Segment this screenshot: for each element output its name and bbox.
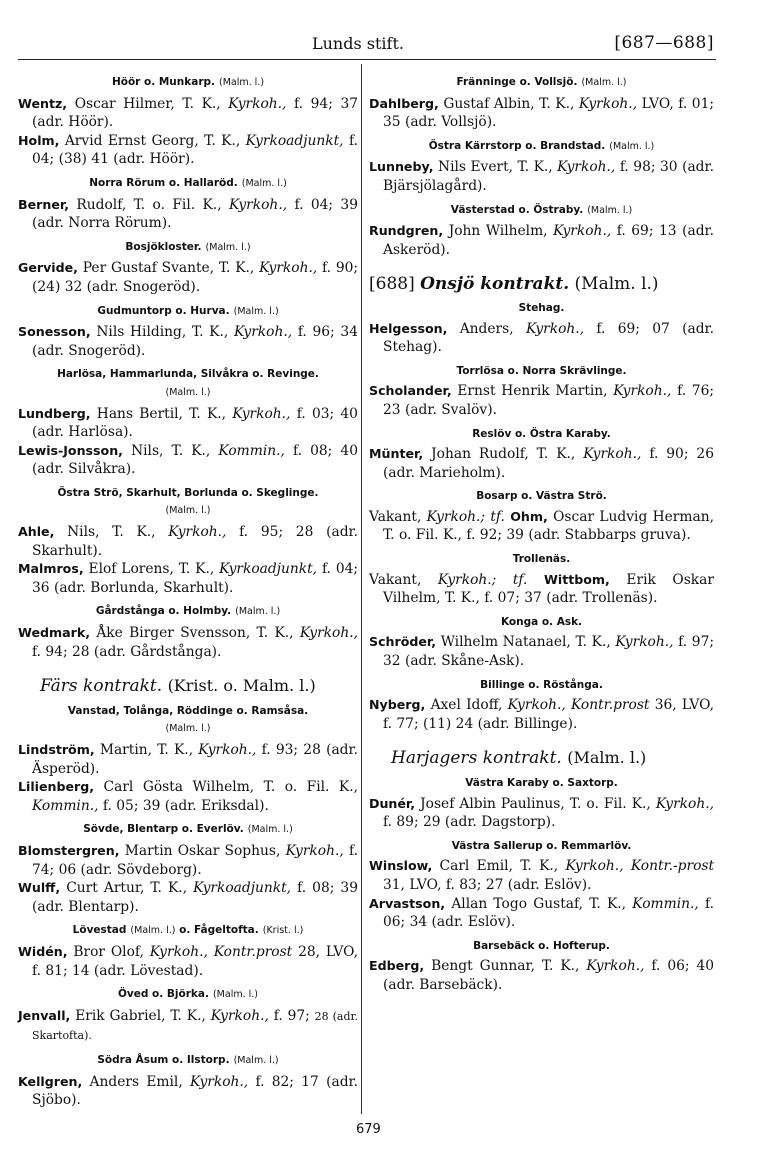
parish-heading: Vanstad, Tolånga, Röddinge o. Ramsåsa. (Malm. l.): [67, 704, 309, 735]
clergy-entry: Rundgren, John Wilhelm, Kyrkoh., f. 69; 13 (adr. Askeröd).: [369, 223, 714, 258]
parish-heading: Harlösa, Hammarlunda, Silvåkra o. Revinge. (Malm. l.): [57, 368, 319, 398]
parish-heading: Östra Strö, Skarhult, Borlunda o. Skeglinge. (Malm. l.): [57, 486, 319, 517]
clergy-entry: Vakant, Kyrkoh.; tf. Ohm, Oscar Ludvig Herman, T. o. Fil. K., f. 92; 39 (adr. Stabbarps gruva).: [369, 508, 714, 544]
clergy-entry: Jenvall, Erik Gabriel, T. K., Kyrkoh., f. 97; 28 (adr. Skartofta).: [18, 1007, 359, 1043]
parish-heading: Östra Kärrstorp o. Brandstad. (Malm. l.): [428, 139, 655, 152]
clergy-entry: Sonesson, Nils Hilding, T. K., Kyrkoh., f. 96; 34 (adr. Snogeröd).: [18, 324, 358, 359]
parish-heading: Stehag.: [518, 301, 565, 314]
parish-heading: Bosjökloster. (Malm. l.): [125, 240, 251, 253]
right-column: [369, 68, 714, 995]
clergy-entry: Blomstergren, Martin Oskar Sophus, Kyrkoh., f. 74; 06 (adr. Sövdeborg).: [18, 842, 358, 878]
clergy-entry: Dahlberg, Gustaf Albin, T. K., Kyrkoh., LVO, f. 01; 35 (adr. Vollsjö).: [369, 95, 715, 131]
parish-heading: Sövde, Blentarp o. Everlöv. (Malm. l.): [83, 823, 293, 836]
clergy-entry: Berner, Rudolf, T. o. Fil. K., Kyrkoh., f. 04; 39 (adr. Norra Rörum).: [18, 196, 358, 232]
clergy-entry: Dunér, Josef Albin Paulinus, T. o. Fil. K., Kyrkoh., f. 89; 29 (adr. Dagstorp).: [369, 795, 714, 831]
clergy-entry: Wentz, Oscar Hilmer, T. K., Kyrkoh., f. 94; 37 (adr. Höör).: [18, 95, 358, 131]
parish-heading: Höör o. Munkarp. (Malm. l.): [111, 76, 265, 88]
page-number: 679: [356, 1122, 381, 1137]
parish-heading: Västra Sallerup o. Remmarlöv.: [451, 839, 632, 852]
parish-heading: Konga o. Ask.: [500, 615, 583, 628]
parish-heading: Öved o. Björka. (Malm. l.): [117, 988, 258, 1001]
clergy-entry: Arvastson, Allan Togo Gustaf, T. K., Kommin., f. 06; 34 (adr. Eslöv).: [369, 895, 714, 931]
clergy-entry: Scholander, Ernst Henrik Martin, Kyrkoh., f. 76; 23 (adr. Svalöv).: [369, 383, 714, 418]
clergy-entry: Schröder, Wilhelm Natanael, T. K., Kyrkoh., f. 97; 32 (adr. Skåne-Ask).: [369, 634, 714, 670]
parish-heading: Västerstad o. Östraby. (Malm. l.): [450, 203, 633, 216]
parish-heading: Södra Åsum o. Ilstorp. (Malm. l.): [97, 1053, 279, 1066]
parish-heading: Västra Karaby o. Saxtorp.: [465, 777, 618, 789]
parish-heading: Norra Rörum o. Hallaröd. (Malm. l.): [89, 176, 287, 189]
running-header-page-range: [687—688]: [614, 33, 714, 53]
contract-heading: [688] Onsjö kontrakt. (Malm. l.): [369, 274, 659, 295]
running-header-title: Lunds stift.: [312, 34, 404, 53]
clergy-entry: Vakant, Kyrkoh.; tf. Wittbom, Erik Oskar Vilhelm, T. K., f. 07; 37 (adr. Trollenäs).: [369, 571, 714, 607]
parish-heading: Lövestad (Malm. l.) o. Fågeltofta. (Krist. l.): [72, 924, 304, 937]
parish-heading: Reslöv o. Östra Karaby.: [472, 427, 611, 440]
clergy-entry: Lilienberg, Carl Gösta Wilhelm, T. o. Fil. K., Kommin., f. 05; 39 (adr. Eriksdal).: [18, 779, 358, 814]
column-divider: [361, 64, 362, 1114]
contract-heading: Harjagers kontrakt. (Malm. l.): [391, 748, 647, 769]
clergy-entry: Ahle, Nils, T. K., Kyrkoh., f. 95; 28 (adr. Skarhult).: [18, 524, 358, 559]
clergy-entry: Winslow, Carl Emil, T. K., Kyrkoh., Kontr.-prost 31, LVO, f. 83; 27 (adr. Eslöv).: [369, 858, 715, 893]
clergy-entry: Nyberg, Axel Idoff, Kyrkoh., Kontr.prost 36, LVO, f. 77; (11) 24 (adr. Billinge).: [369, 697, 715, 732]
parish-heading: Barsebäck o. Hofterup.: [473, 939, 610, 952]
clergy-entry: Lindström, Martin, T. K., Kyrkoh., f. 93; 28 (adr. Äsperöd).: [18, 742, 358, 777]
left-column: [18, 68, 358, 1110]
parish-heading: Gårdstånga o. Holmby. (Malm. l.): [95, 605, 281, 618]
clergy-entry: Widén, Bror Olof, Kyrkoh., Kontr.prost 28, LVO, f. 81; 14 (adr. Lövestad).: [18, 943, 359, 979]
clergy-entry: Edberg, Bengt Gunnar, T. K., Kyrkoh., f. 06; 40 (adr. Barsebäck).: [369, 958, 714, 993]
clergy-entry: Gervide, Per Gustaf Svante, T. K., Kyrkoh., f. 90; (24) 32 (adr. Snogeröd).: [18, 260, 359, 295]
clergy-entry: Lunneby, Nils Evert, T. K., Kyrkoh., f. 98; 30 (adr. Bjärsjölagård).: [369, 159, 714, 194]
clergy-entry: Münter, Johan Rudolf, T. K., Kyrkoh., f. 90; 26 (adr. Marieholm).: [369, 446, 714, 481]
clergy-entry: Lewis-Jonsson, Nils, T. K., Kommin., f. 08; 40 (adr. Silvåkra).: [18, 442, 358, 478]
header-rule: [18, 59, 716, 60]
parish-heading: Bosarp o. Västra Strö.: [476, 490, 607, 503]
parish-heading: Billinge o. Röstånga.: [480, 678, 603, 691]
parish-heading: Torrlösa o. Norra Skrävlinge.: [456, 364, 627, 377]
parish-heading: Gudmuntorp o. Hurva. (Malm. l.): [97, 304, 279, 317]
parish-heading: Fränninge o. Vollsjö. (Malm. l.): [456, 76, 627, 88]
contract-heading: Färs kontrakt. (Krist. o. Malm. l.): [40, 676, 316, 697]
clergy-entry: Helgesson, Anders, Kyrkoh., f. 69; 07 (adr. Stehag).: [369, 320, 715, 356]
clergy-entry: Holm, Arvid Ernst Georg, T. K., Kyrkoadjunkt, f. 04; (38) 41 (adr. Höör).: [18, 132, 358, 168]
clergy-entry: Wulff, Curt Artur, T. K., Kyrkoadjunkt, f. 08; 39 (adr. Blentarp).: [18, 880, 358, 915]
clergy-entry: Kellgren, Anders Emil, Kyrkoh., f. 82; 17 (adr. Sjöbo).: [18, 1073, 358, 1109]
parish-heading: Trollenäs.: [512, 553, 571, 566]
clergy-entry: Lundberg, Hans Bertil, T. K., Kyrkoh., f. 03; 40 (adr. Harlösa).: [18, 405, 358, 441]
clergy-entry: Malmros, Elof Lorens, T. K., Kyrkoadjunkt, f. 04; 36 (adr. Borlunda, Skarhult).: [18, 561, 359, 596]
clergy-entry: Wedmark, Åke Birger Svensson, T. K., Kyrkoh., f. 94; 28 (adr. Gårdstånga).: [18, 625, 358, 660]
